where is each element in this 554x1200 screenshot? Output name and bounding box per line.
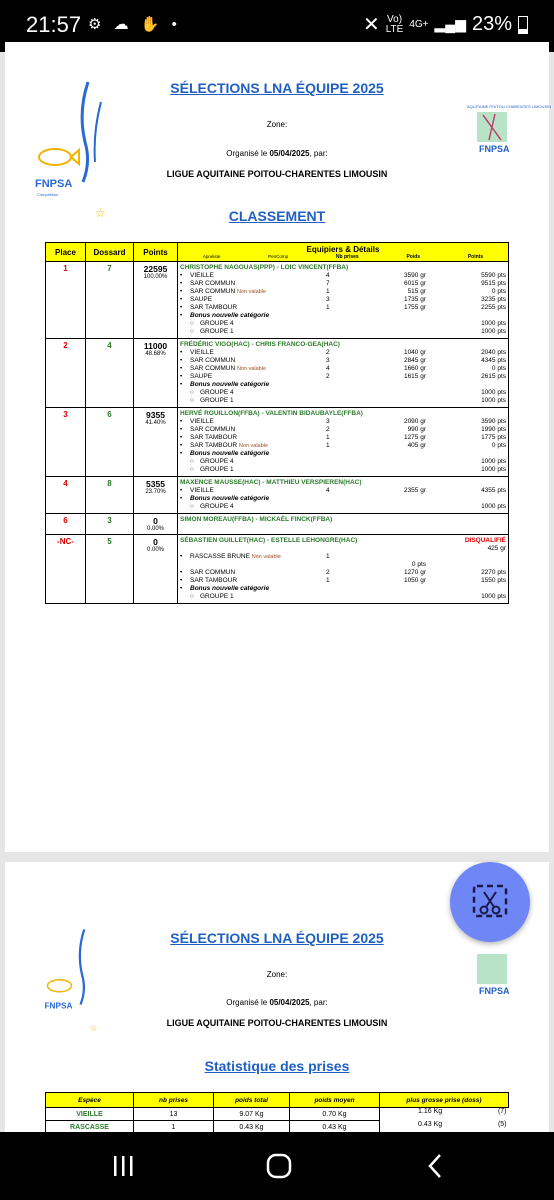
header-details: Equipiers & Détails Apnéiste PenComp Nb prises Poids Points (178, 243, 509, 262)
row-points: 9355 41.40% (134, 408, 178, 477)
document-title: SÉLECTIONS LNA ÉQUIPE 2025 (170, 80, 384, 96)
stats-header: plus grosse prise (doss) (380, 1093, 509, 1108)
table-row (46, 514, 509, 535)
svg-text:FNPSA: FNPSA (44, 1001, 73, 1011)
catch-line: • SAR TAMBOUR 1 1755 gr 2255 pts (180, 304, 506, 311)
group-line: ○ GROUPE 1 1000 pts (190, 328, 506, 335)
notification-icons: ⚙ ☁ ✋ • (88, 16, 181, 33)
logo-right-subtext: AQUITAINE POITOU-CHARENTES LIMOUSIN (467, 104, 552, 109)
team-names: HERVÉ ROUILLON(FFBA) - VALENTIN BIDAUBAYLE(FFBA) (180, 410, 363, 417)
row-details: SÉBASTIEN GUILLET(HAC) - ESTELLE LEHONGRE(HAC) DISQUALIFIÉ 425 gr • RASCASSE BRUNE Non valable 1 0 pts • SAR COMMUN 2 1270 gr 2270 pts • SAR TAMBOUR 1 1050 gr 1550 pts • Bonus nouvelle catégorie ○ GROUPE 1 1000 pts (178, 535, 509, 604)
catch-line: • SAR COMMUN 2 1270 gr 2270 pts (180, 569, 506, 576)
row-points: 11000 48.68% (134, 339, 178, 408)
status-right-icons (363, 12, 528, 37)
organiser-name: LIGUE AQUITAINE POITOU-CHARENTES LIMOUSIN (166, 169, 388, 179)
team-names: SIMON MOREAU(FFBA) - MICKAËL FINCK(FFBA) (180, 516, 333, 523)
header-points: Points (134, 243, 178, 262)
svg-text:FNPSA: FNPSA (479, 986, 510, 996)
table-row (46, 535, 509, 604)
document-page-1[interactable] (5, 42, 552, 852)
catch-line: • SAR COMMUN 3 2845 gr 4345 pts (180, 357, 506, 364)
row-dossard: 8 (86, 477, 134, 514)
group-line: ○ GROUPE 4 1000 pts (190, 320, 506, 327)
row-dossard: 6 (86, 408, 134, 477)
team-names: CHRISTOPHE NAGOUAS(PPP) - LOIC VINCENT(FFBA) (180, 264, 349, 271)
stats-row: VIEILLE 13 9.07 Kg 0.70 Kg 1.16 Kg (7) (46, 1108, 509, 1121)
catch-line: • SAR TAMBOUR Non valable 1 405 gr 0 pts (180, 442, 506, 449)
catch-line: • SAUPE 2 1615 gr 2615 pts (180, 373, 506, 380)
signal-icon: ▂▄▆ (434, 16, 466, 32)
logo-subtext: Compétition (37, 192, 59, 197)
classement-table (45, 242, 509, 604)
organised-line-2: Organisé le 05/04/2025, par: (226, 998, 328, 1007)
catch-line: • SAUPE 3 1735 gr 3235 pts (180, 296, 506, 303)
status-time: 21:57 (26, 12, 82, 37)
table-row (46, 408, 509, 477)
svg-text:☆: ☆ (89, 1023, 98, 1034)
zone-label: Zone: (266, 120, 288, 129)
catch-line: • SAR TAMBOUR 1 1275 gr 1775 pts (180, 434, 506, 441)
catch-line: • SAR COMMUN 7 6015 gr 9515 pts (180, 280, 506, 287)
bonus-label: Bonus nouvelle catégorie (190, 495, 270, 502)
catch-line: • VIEILLE 2 1040 gr 2040 pts (180, 349, 506, 356)
row-dossard: 4 (86, 339, 134, 408)
row-points: 5355 23.70% (134, 477, 178, 514)
row-place: 6 (46, 514, 86, 535)
catch-line: • VIEILLE 4 3590 gr 5590 pts (180, 272, 506, 279)
group-line: ○ GROUPE 1 1000 pts (190, 466, 506, 473)
row-details: CHRISTOPHE NAGOUAS(PPP) - LOIC VINCENT(FFBA) • VIEILLE 4 3590 gr 5590 pts • SAR COMMUN 7 6015 gr 9515 pts • SAR COMMUN Non valable 1 515 gr 0 pts • SAUPE 3 1735 gr 3235 pts • SAR TAMBOUR 1 1755 gr 2255 pts • Bonus nouvelle catégorie ○ GROUPE 4 1000 pts ○ GROUPE 1 1000 pts (178, 262, 509, 339)
row-place: -NC- (46, 535, 86, 604)
catch-line: 425 gr (487, 545, 506, 552)
row-points: 22595 100.00% (134, 262, 178, 339)
logo-text: FNPSA (35, 178, 73, 190)
row-place: 2 (46, 339, 86, 408)
recent-apps-icon[interactable] (110, 1152, 138, 1180)
disqualified-label: DISQUALIFIÉ (464, 537, 506, 544)
bonus-label: Bonus nouvelle catégorie (190, 312, 270, 319)
row-place: 3 (46, 408, 86, 477)
row-place: 1 (46, 262, 86, 339)
bonus-label: Bonus nouvelle catégorie (190, 585, 270, 592)
bonus-label: Bonus nouvelle catégorie (190, 450, 270, 457)
organised-line: Organisé le 05/04/2025, par: (226, 149, 328, 158)
table-row (46, 477, 509, 514)
table-row (46, 339, 509, 408)
screenshot-edit-button[interactable] (450, 862, 530, 942)
catch-line: • SAR COMMUN Non valable 1 515 gr 0 pts (180, 288, 506, 295)
team-names: SÉBASTIEN GUILLET(HAC) - ESTELLE LEHONGRE(HAC) (180, 537, 358, 544)
volte-indicator: Vo) LTE (385, 13, 404, 35)
mute-icon: ✕ (362, 14, 380, 36)
scissors-crop-icon (450, 862, 530, 942)
document-title-2: SÉLECTIONS LNA ÉQUIPE 2025 (170, 930, 384, 946)
row-details: FRÉDÉRIC VIGO(HAC) - CHRIS FRANCO-GEA(HAC) • VIEILLE 2 1040 gr 2040 pts • SAR COMMUN 3 2845 gr 4345 pts • SAR COMMUN Non valable 4 1660 gr 0 pts • SAUPE 2 1615 gr 2615 pts • Bonus nouvelle catégorie ○ GROUPE 4 1000 pts ○ GROUPE 1 1000 pts (178, 339, 509, 408)
catch-line: 0 pts (411, 561, 426, 568)
svg-text:☆: ☆ (95, 206, 106, 220)
network-4g-indicator: 4G+ (409, 18, 429, 30)
battery-percent: 23% (471, 13, 512, 35)
classement-title: CLASSEMENT (228, 208, 326, 224)
row-points: 0 0.00% (134, 535, 178, 604)
stats-header: nb prises (134, 1093, 214, 1108)
table-row (46, 262, 509, 339)
stats-title: Statistique des prises (204, 1058, 350, 1074)
stats-header: Espèce (46, 1093, 134, 1108)
row-dossard: 7 (86, 262, 134, 339)
group-line: ○ GROUPE 4 1000 pts (190, 503, 506, 510)
battery-icon (518, 16, 528, 34)
team-names: MAXENCE MAUSSE(HAC) - MATTHIEU VERSPIEREN(HAC) (180, 479, 362, 486)
back-icon[interactable] (422, 1152, 450, 1180)
row-dossard: 5 (86, 535, 134, 604)
group-line: ○ GROUPE 4 1000 pts (190, 389, 506, 396)
zone-label-2: Zone: (266, 970, 288, 979)
bonus-label: Bonus nouvelle catégorie (190, 381, 270, 388)
stats-header: poids moyen (290, 1093, 380, 1108)
stats-table (45, 1092, 509, 1134)
row-dossard: 3 (86, 514, 134, 535)
stats-header: poids total (214, 1093, 290, 1108)
logo-right-text: FNPSA (479, 144, 510, 154)
header-place: Place (46, 243, 86, 262)
catch-line: • VIEILLE 3 2090 gr 3590 pts (180, 418, 506, 425)
catch-line: • RASCASSE BRUNE Non valable 1 (180, 553, 330, 560)
stats-row: RASCASSE 1 0.43 Kg 0.43 Kg 0.43 Kg (5) (46, 1121, 509, 1134)
catch-line: • SAR COMMUN 2 990 gr 1990 pts (180, 426, 506, 433)
row-details (178, 514, 509, 535)
group-line: ○ GROUPE 4 1000 pts (190, 458, 506, 465)
group-line: ○ GROUPE 1 1000 pts (190, 397, 506, 404)
home-icon[interactable] (265, 1152, 293, 1180)
catch-line: • VIEILLE 4 2355 gr 4355 pts (180, 487, 506, 494)
group-line: ○ GROUPE 1 1000 pts (190, 593, 506, 600)
organiser-name-2: LIGUE AQUITAINE POITOU-CHARENTES LIMOUSIN (166, 1018, 388, 1028)
row-place: 4 (46, 477, 86, 514)
catch-line: • SAR COMMUN Non valable 4 1660 gr 0 pts (180, 365, 506, 372)
row-details: MAXENCE MAUSSE(HAC) - MATTHIEU VERSPIEREN(HAC) • VIEILLE 4 2355 gr 4355 pts • Bonus nouvelle catégorie ○ GROUPE 4 1000 pts (178, 477, 509, 514)
row-details: HERVÉ ROUILLON(FFBA) - VALENTIN BIDAUBAYLE(FFBA) • VIEILLE 3 2090 gr 3590 pts • SAR COMMUN 2 990 gr 1990 pts • SAR TAMBOUR 1 1275 gr 1775 pts • SAR TAMBOUR Non valable 1 405 gr 0 pts • Bonus nouvelle catégorie ○ GROUPE 4 1000 pts ○ GROUPE 1 1000 pts (178, 408, 509, 477)
catch-line: • SAR TAMBOUR 1 1050 gr 1550 pts (180, 577, 506, 584)
header-dossard: Dossard (86, 243, 134, 262)
row-points: 0 0.00% (134, 514, 178, 535)
navigation-bar (0, 1132, 554, 1200)
team-names: FRÉDÉRIC VIGO(HAC) - CHRIS FRANCO-GEA(HAC) (180, 341, 340, 348)
